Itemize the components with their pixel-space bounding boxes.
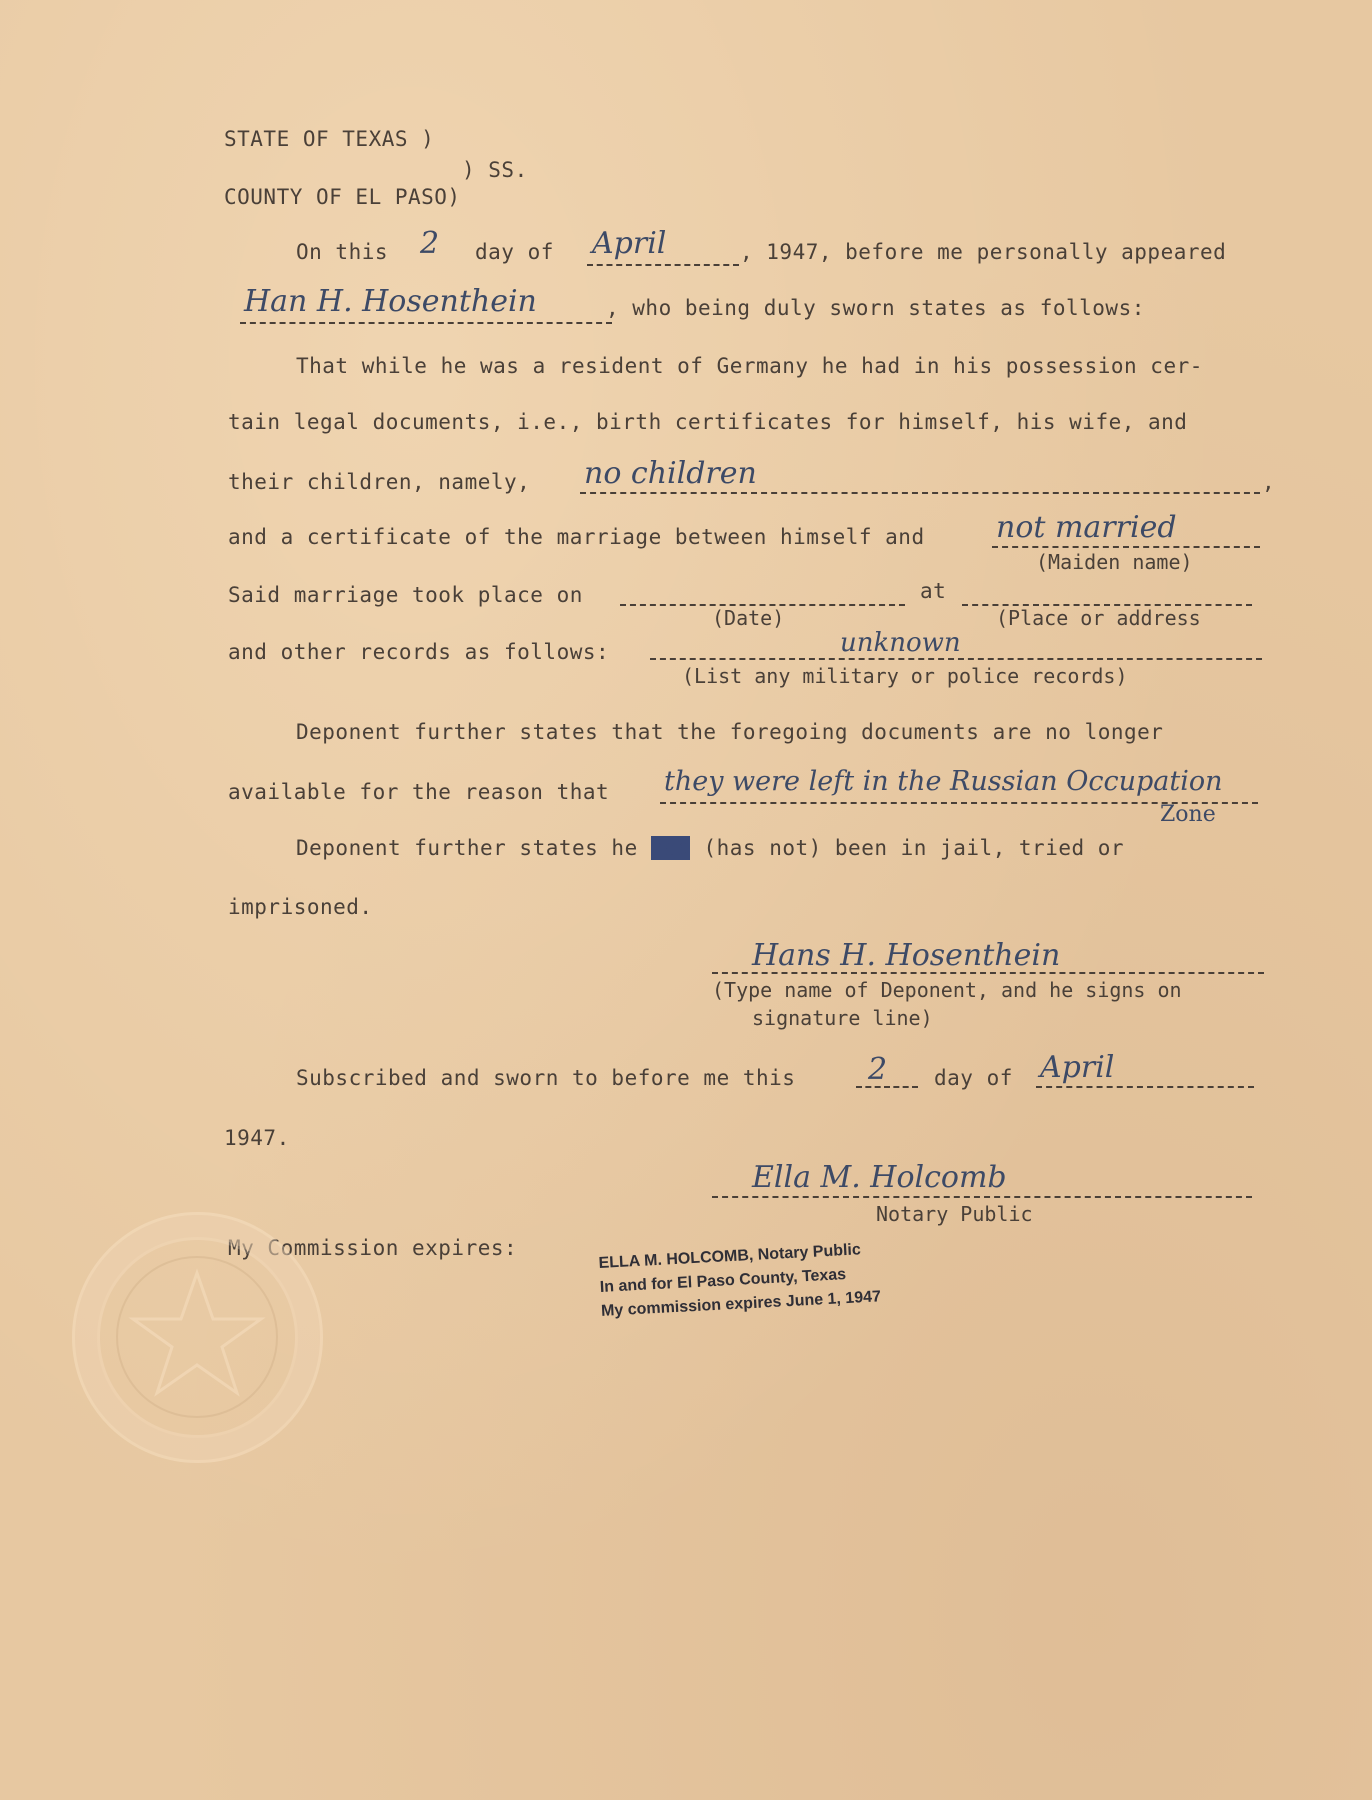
date-caption: (Date) bbox=[712, 606, 785, 630]
opening-year-text: , 1947, before me personally appeared bbox=[740, 240, 1227, 264]
body-line-7: Deponent further states that the foregoing documents are no longer bbox=[296, 720, 1164, 744]
ss-line: ) SS. bbox=[462, 158, 528, 182]
state-line: STATE OF TEXAS ) bbox=[224, 127, 435, 151]
body-line-5: Said marriage took place on bbox=[228, 583, 583, 607]
notary-signature-line bbox=[712, 1196, 1252, 1198]
maiden-blank bbox=[992, 546, 1260, 548]
children-blank bbox=[580, 492, 1260, 494]
jurat-month-blank bbox=[1036, 1086, 1254, 1088]
opening-month-value: April bbox=[592, 226, 667, 261]
stamp-line-2: In and for El Paso County, Texas bbox=[599, 1266, 847, 1296]
body-line-2: tain legal documents, i.e., birth certificates for himself, his wife, and bbox=[228, 410, 1188, 434]
records-caption: (List any military or police records) bbox=[682, 664, 1128, 688]
deponent-caption-1: (Type name of Deponent, and he signs on bbox=[712, 978, 1182, 1002]
notary-signature: Ella M. Holcomb bbox=[752, 1160, 1007, 1195]
reason-value-2: Zone bbox=[1160, 802, 1216, 827]
stamp-line-3: My commission expires June 1, 1947 bbox=[600, 1288, 882, 1320]
name-blank bbox=[240, 322, 612, 324]
jurat-month-value: April bbox=[1040, 1050, 1115, 1085]
reason-value: they were left in the Russian Occupation bbox=[664, 766, 1223, 797]
jurat-prefix: Subscribed and sworn to before me this bbox=[296, 1066, 796, 1090]
body-line-1: That while he was a resident of Germany he had in his possession cer- bbox=[296, 354, 1203, 378]
comma: , bbox=[1262, 470, 1276, 494]
commission-label: My Commission expires: bbox=[228, 1236, 518, 1260]
jurat-day-value: 2 bbox=[868, 1052, 888, 1087]
jurat-day-blank bbox=[856, 1086, 918, 1088]
jurat-year: 1947. bbox=[224, 1126, 290, 1150]
body-line-3: their children, namely, bbox=[228, 470, 531, 494]
opening-prefix: On this bbox=[296, 240, 389, 264]
body-line-10: imprisoned. bbox=[228, 895, 373, 919]
body-line-8: available for the reason that bbox=[228, 780, 610, 804]
place-caption: (Place or address bbox=[996, 606, 1201, 630]
at-text: at bbox=[920, 579, 947, 603]
deponent-signature-line bbox=[712, 972, 1264, 974]
sworn-text: , who being duly sworn states as follows: bbox=[606, 296, 1145, 320]
county-line: COUNTY OF EL PASO) bbox=[224, 185, 461, 209]
appearing-name-value: Han H. Hosenthein bbox=[244, 284, 537, 319]
jurat-day-of: day of bbox=[934, 1066, 1013, 1090]
line9-prefix: Deponent further states he bbox=[296, 836, 638, 860]
notary-stamp bbox=[598, 1237, 882, 1324]
body-line-6: and other records as follows: bbox=[228, 640, 610, 664]
deponent-caption-2: signature line) bbox=[752, 1006, 933, 1030]
body-line-9 bbox=[296, 836, 1124, 860]
deponent-signature: Hans H. Hosenthein bbox=[752, 938, 1061, 973]
stamp-line-1: ELLA M. HOLCOMB, Notary Public bbox=[598, 1241, 862, 1272]
embossed-seal bbox=[72, 1212, 323, 1463]
body-line-4: and a certificate of the marriage between himself and bbox=[228, 525, 925, 549]
notary-caption: Notary Public bbox=[876, 1202, 1033, 1226]
records-value: unknown bbox=[840, 628, 961, 658]
month-blank bbox=[587, 264, 739, 266]
records-blank bbox=[650, 658, 1262, 660]
struck-word: has bbox=[650, 836, 691, 860]
maiden-caption: (Maiden name) bbox=[1036, 550, 1193, 574]
maiden-value: not married bbox=[996, 510, 1177, 545]
opening-day-of: day of bbox=[475, 240, 554, 264]
line9-suffix: (has not) been in jail, tried or bbox=[703, 836, 1125, 860]
children-value: no children bbox=[584, 456, 757, 491]
opening-day-value: 2 bbox=[420, 226, 440, 261]
seal-star-icon bbox=[75, 1215, 320, 1460]
